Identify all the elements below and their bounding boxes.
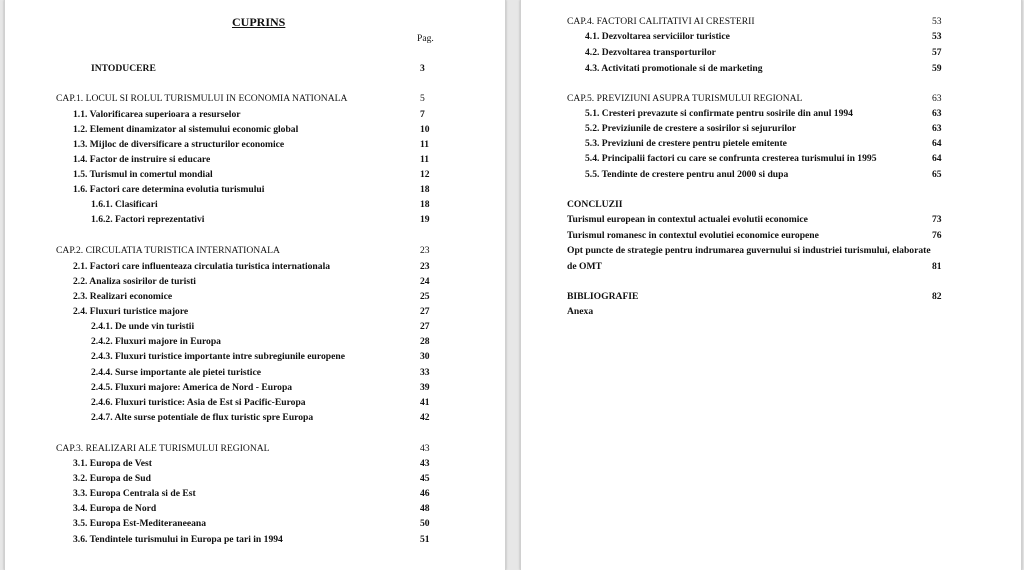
toc-entry[interactable] — [567, 213, 947, 227]
toc-chapter-2[interactable] — [56, 244, 436, 258]
toc-entry-label: 2.4.2. Fluxuri majore in Europa — [91, 336, 221, 347]
toc-entry-label: 3.2. Europa de Sud — [73, 473, 151, 484]
toc-entry[interactable] — [73, 305, 436, 319]
toc-entry-page: 11 — [420, 154, 430, 165]
toc-entry-page: 63 — [932, 123, 942, 134]
toc-entry-label: Opt puncte de strategie pentru indrumarea guvernului si industriei turismului, elaborate — [567, 245, 931, 256]
toc-entry[interactable] — [73, 472, 436, 486]
toc-entry-page: 23 — [420, 261, 430, 272]
toc-entry[interactable] — [73, 168, 436, 182]
toc-entry[interactable] — [585, 62, 947, 76]
toc-entry-label: 1.3. Mijloc de diversificare a structurilor economice — [73, 139, 285, 150]
toc-entry-label: Turismul romanesc in contextul evolutiei economice europene — [567, 230, 819, 241]
toc-entry-label: 2.4.4. Surse importante ale pietei turistice — [91, 367, 261, 378]
toc-subentry[interactable] — [91, 335, 436, 349]
toc-subentry[interactable] — [91, 320, 436, 334]
toc-entry-page: 64 — [932, 138, 942, 149]
toc-chapter-5[interactable] — [567, 92, 947, 106]
toc-entry-label: 1.6.2. Factori reprezentativi — [91, 214, 205, 225]
toc-entry-page: 10 — [420, 124, 430, 135]
toc-entry-page: 33 — [420, 367, 430, 378]
toc-entry-page: 82 — [932, 291, 942, 302]
document-page-left — [4, 0, 506, 570]
toc-entry-label: 4.1. Dezvoltarea serviciilor turistice — [585, 31, 730, 42]
toc-entry-page: 73 — [932, 214, 942, 225]
toc-entry-page: 27 — [420, 321, 430, 332]
toc-annex[interactable] — [567, 305, 947, 319]
toc-entry[interactable] — [73, 123, 436, 137]
toc-entry[interactable] — [585, 30, 947, 44]
toc-entry-label: 2.4.1. De unde vin turistii — [91, 321, 195, 332]
toc-entry-page: 27 — [420, 306, 430, 317]
toc-entry-label: CONCLUZII — [567, 199, 623, 210]
toc-entry-label: 1.5. Turismul in comertul mondial — [73, 169, 213, 180]
toc-entry-strategy-cont[interactable] — [567, 260, 947, 274]
toc-entry[interactable] — [585, 137, 947, 151]
toc-entry-label: 3.1. Europa de Vest — [73, 458, 152, 469]
toc-entry-label: CAP.2. CIRCULATIA TURISTICA INTERNATIONALA — [56, 245, 280, 256]
toc-entry-label: 3.6. Tendintele turismului in Europa pe tari in 1994 — [73, 534, 283, 545]
toc-entry-label: 2.4. Fluxuri turistice majore — [73, 306, 189, 317]
toc-entry-page: 42 — [420, 412, 430, 423]
toc-entry-page: 11 — [420, 139, 430, 150]
toc-entry-page: 30 — [420, 351, 430, 362]
toc-entry-page: 41 — [420, 397, 430, 408]
toc-entry-page: 63 — [932, 108, 942, 119]
toc-entry-label: Turismul european in contextul actualei evolutii economice — [567, 214, 808, 225]
toc-subentry[interactable] — [91, 198, 436, 212]
toc-entry-page: 18 — [420, 199, 430, 210]
toc-entry-page: 25 — [420, 291, 430, 302]
toc-entry-label: 5.5. Tendinte de crestere pentru anul 2000 si dupa — [585, 169, 789, 180]
toc-entry[interactable] — [73, 260, 436, 274]
toc-conclusions-heading[interactable] — [567, 198, 947, 212]
toc-entry[interactable] — [585, 46, 947, 60]
toc-entry[interactable] — [73, 517, 436, 531]
toc-entry[interactable] — [73, 138, 436, 152]
toc-entry-page: 5 — [420, 93, 425, 104]
toc-entry-label: 1.4. Factor de instruire si educare — [73, 154, 211, 165]
toc-entry-page: 19 — [420, 214, 430, 225]
toc-entry-page: 24 — [420, 276, 430, 287]
toc-entry-page: 64 — [932, 153, 942, 164]
toc-entry-label: BIBLIOGRAFIE — [567, 291, 639, 302]
toc-entry-page: 43 — [420, 443, 430, 454]
toc-entry-label: CAP.3. REALIZARI ALE TURISMULUI REGIONAL — [56, 443, 270, 454]
toc-title: CUPRINS — [232, 15, 286, 29]
toc-entry-page: 76 — [932, 230, 942, 241]
toc-entry-label: 2.4.5. Fluxuri majore: America de Nord - Europa — [91, 382, 293, 393]
toc-entry-label: CAP.5. PREVIZIUNI ASUPRA TURISMULUI REGIONAL — [567, 93, 803, 104]
toc-entry-page: 46 — [420, 488, 430, 499]
toc-entry-page: 59 — [932, 63, 942, 74]
toc-entry-label: 2.1. Factori care influenteaza circulatia turistica internationala — [73, 261, 331, 272]
toc-entry[interactable] — [73, 183, 436, 197]
toc-entry-label: Anexa — [567, 306, 594, 317]
toc-entry[interactable] — [585, 122, 947, 136]
toc-entry-page: 81 — [932, 261, 942, 272]
toc-entry-page: 63 — [932, 93, 942, 104]
toc-subentry[interactable] — [91, 350, 436, 364]
toc-entry-label: 2.3. Realizari economice — [73, 291, 173, 302]
toc-entry-label: INTODUCERE — [91, 63, 156, 74]
toc-entry-page: 53 — [932, 16, 942, 27]
toc-entry-label: de OMT — [567, 261, 602, 272]
toc-entry-label: 5.4. Principalii factori cu care se confrunta cresterea turismului in 1995 — [585, 153, 877, 164]
toc-entry-page: 51 — [420, 534, 430, 545]
toc-entry-label: 5.2. Previziunile de crestere a sosirilor si sejururilor — [585, 123, 797, 134]
toc-entry-page: 28 — [420, 336, 430, 347]
toc-entry[interactable] — [585, 107, 947, 121]
toc-entry[interactable] — [567, 229, 947, 243]
toc-entry-page: 3 — [420, 63, 425, 74]
toc-entry-label: 5.3. Previziuni de crestere pentru pietele emitente — [585, 138, 787, 149]
toc-entry-label: 2.4.7. Alte surse potentiale de flux turistic spre Europa — [91, 412, 314, 423]
toc-entry[interactable] — [73, 153, 436, 167]
toc-chapter-3[interactable] — [56, 442, 436, 456]
toc-subentry[interactable] — [91, 366, 436, 380]
toc-subentry[interactable] — [91, 396, 436, 410]
toc-entry-label: 1.6. Factori care determina evolutia turismului — [73, 184, 265, 195]
toc-entry[interactable] — [73, 533, 436, 547]
toc-entry-page: 57 — [932, 47, 942, 58]
toc-entry-strategy[interactable] — [567, 244, 952, 258]
toc-entry-page: 43 — [420, 458, 430, 469]
toc-entry-label: CAP.4. FACTORI CALITATIVI AI CRESTERII — [567, 16, 755, 27]
toc-bibliography[interactable] — [567, 290, 947, 304]
toc-entry-page: 39 — [420, 382, 430, 393]
toc-entry[interactable] — [585, 168, 947, 182]
toc-entry-introducere[interactable] — [91, 62, 431, 76]
toc-entry-page: 45 — [420, 473, 430, 484]
toc-entry-page: 50 — [420, 518, 430, 529]
toc-entry[interactable] — [73, 487, 436, 501]
page-column-label: Pag. — [417, 33, 434, 44]
toc-entry-label: 1.6.1. Clasificari — [91, 199, 158, 210]
toc-entry-page: 48 — [420, 503, 430, 514]
toc-entry[interactable] — [73, 290, 436, 304]
toc-subentry[interactable] — [91, 411, 436, 425]
toc-entry-page: 12 — [420, 169, 430, 180]
toc-entry-label: 1.2. Element dinamizator al sistemului economic global — [73, 124, 299, 135]
toc-entry-label: 2.2. Analiza sosirilor de turisti — [73, 276, 196, 287]
toc-entry-label: 5.1. Cresteri prevazute si confirmate pentru sosirile din anul 1994 — [585, 108, 853, 119]
toc-chapter-1[interactable] — [56, 92, 436, 106]
document-page-right — [520, 0, 1022, 570]
toc-entry[interactable] — [585, 152, 947, 166]
toc-entry-label: 4.3. Activitati promotionale si de marketing — [585, 63, 763, 74]
toc-entry-label: CAP.1. LOCUL SI ROLUL TURISMULUI IN ECONOMIA NATIONALA — [56, 93, 348, 104]
toc-subentry[interactable] — [91, 213, 436, 227]
toc-entry-page: 65 — [932, 169, 942, 180]
toc-entry-label: 1.1. Valorificarea superioara a resurselor — [73, 109, 241, 120]
toc-entry-page: 53 — [932, 31, 942, 42]
toc-entry-label: 2.4.6. Fluxuri turistice: Asia de Est si Pacific-Europa — [91, 397, 306, 408]
toc-chapter-4[interactable] — [567, 15, 947, 29]
toc-entry-label: 3.4. Europa de Nord — [73, 503, 157, 514]
toc-entry-page: 7 — [420, 109, 425, 120]
toc-entry-page: 23 — [420, 245, 430, 256]
toc-entry[interactable] — [73, 108, 436, 122]
toc-entry-label: 3.3. Europa Centrala si de Est — [73, 488, 196, 499]
toc-entry[interactable] — [73, 502, 436, 516]
toc-subentry[interactable] — [91, 381, 436, 395]
toc-entry[interactable] — [73, 275, 436, 289]
toc-entry-page: 18 — [420, 184, 430, 195]
toc-entry[interactable] — [73, 457, 436, 471]
toc-entry-label: 3.5. Europa Est-Mediteraneeana — [73, 518, 207, 529]
toc-entry-label: 2.4.3. Fluxuri turistice importante intre subregiunile europene — [91, 351, 345, 362]
toc-entry-label: 4.2. Dezvoltarea transporturilor — [585, 47, 716, 58]
